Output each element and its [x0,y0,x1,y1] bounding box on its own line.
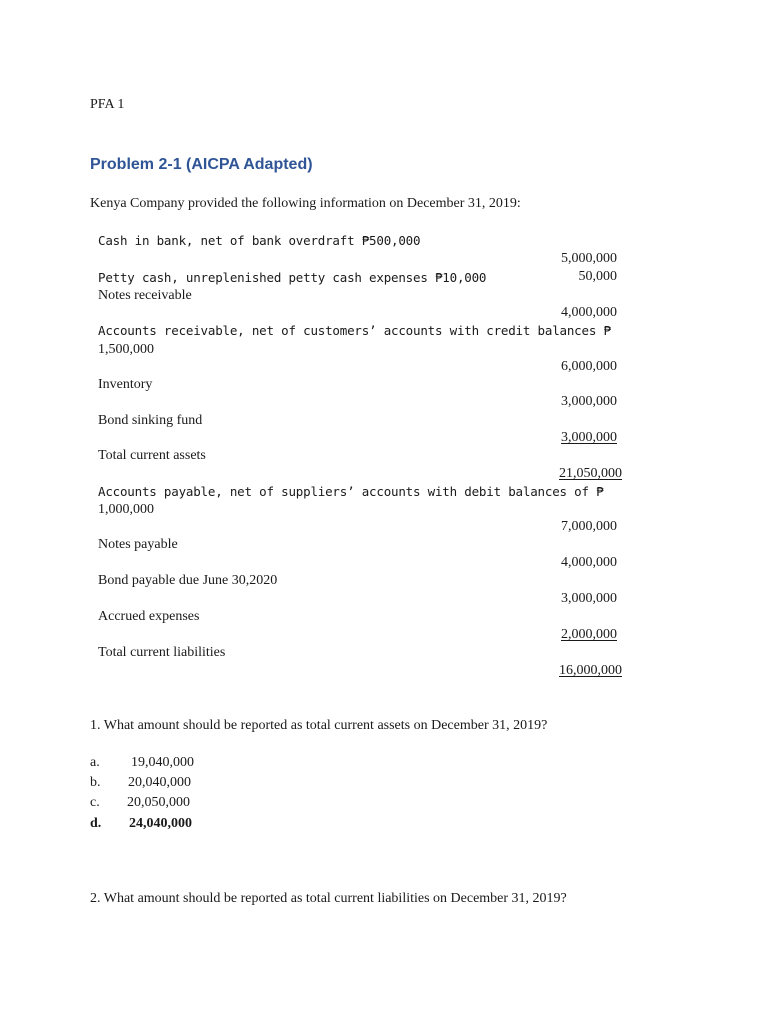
label-accounts-receivable: Accounts receivable, net of customers’ accounts with credit balances ₱ [98,323,611,338]
question-1-text: 1. What amount should be reported as total current assets on December 31, 2019? [90,718,548,733]
choice-a-letter: a. [90,755,100,770]
intro-text: Kenya Company provided the following information on December 31, 2019: [90,196,521,211]
label-total-current-assets: Total current assets [98,448,206,463]
amount-petty-cash: 50,000 [578,269,617,284]
label-notes-receivable: Notes receivable [98,288,192,303]
amount-cash-in-bank: 5,000,000 [561,251,617,266]
choice-d-letter: d. [90,816,102,831]
amount-accounts-payable: 7,000,000 [561,519,617,534]
amount-bond-sinking-fund: 3,000,000 [561,430,617,445]
choice-b-value: 20,040,000 [128,775,191,790]
choice-c-value: 20,050,000 [127,795,190,810]
label-bond-sinking-fund: Bond sinking fund [98,413,203,428]
choice-b-letter: b. [90,775,101,790]
label-inventory: Inventory [98,377,153,392]
label-petty-cash: Petty cash, unreplenished petty cash expenses ₱10,000 [98,270,487,285]
label-accrued-expenses: Accrued expenses [98,609,200,624]
amount-accounts-receivable: 6,000,000 [561,359,617,374]
amount-total-current-liabilities: 16,000,000 [559,663,622,678]
problem-title: Problem 2-1 (AICPA Adapted) [90,156,313,173]
question-2-text: 2. What amount should be reported as total current liabilities on December 31, 2019? [90,891,567,906]
label-total-current-liabilities: Total current liabilities [98,645,226,660]
label-accounts-payable: Accounts payable, net of suppliers’ accounts with debit balances of ₱ [98,484,604,499]
choice-c-letter: c. [90,795,100,810]
amount-notes-receivable: 4,000,000 [561,305,617,320]
label-bond-payable: Bond payable due June 30,2020 [98,573,278,588]
amount-accrued-expenses: 2,000,000 [561,627,617,642]
choice-a-value: 19,040,000 [131,755,194,770]
amount-inventory: 3,000,000 [561,394,617,409]
page-header: PFA 1 [90,97,125,112]
amount-notes-payable: 4,000,000 [561,555,617,570]
amount-bond-payable: 3,000,000 [561,591,617,606]
label-accounts-receivable-cont: 1,500,000 [98,342,154,357]
label-notes-payable: Notes payable [98,537,178,552]
label-cash-in-bank: Cash in bank, net of bank overdraft ₱500,000 [98,233,421,248]
amount-total-current-assets: 21,050,000 [559,466,622,481]
choice-d-value: 24,040,000 [129,816,192,831]
label-accounts-payable-cont: 1,000,000 [98,502,154,517]
